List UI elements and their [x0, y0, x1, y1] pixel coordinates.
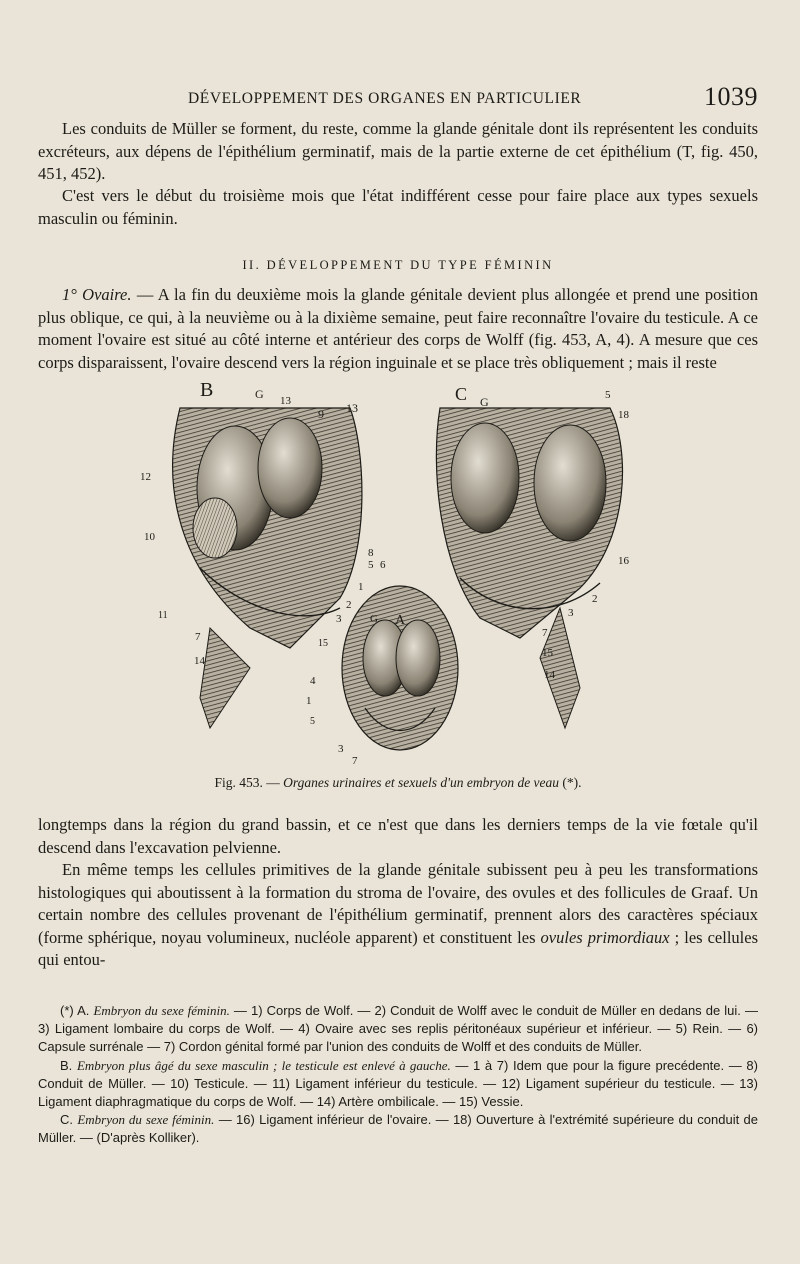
fig-label: 5	[310, 716, 315, 727]
fig-label: 3	[568, 607, 574, 619]
paragraph-1	[38, 118, 758, 186]
fig-label: 16	[618, 555, 629, 567]
fig-label: 7	[195, 631, 201, 643]
fig-label-b: B	[200, 379, 214, 401]
paragraph-2-text: C'est vers le début du troisième mois que l'état indifférent cesse pour faire place aux types sexuels masculin ou féminin.	[38, 186, 758, 228]
paragraph-3	[38, 284, 758, 374]
fig-label: 14	[194, 655, 205, 667]
fig-label-c: C	[455, 384, 468, 404]
fig-label: 8	[368, 547, 374, 559]
fig-label: 13	[346, 401, 358, 415]
fig-label: 1	[358, 581, 364, 593]
caption-prefix: Fig. 453. —	[214, 775, 284, 790]
fig-label: 6	[380, 559, 386, 571]
specimen-b	[173, 408, 362, 728]
paragraph-4	[38, 814, 758, 972]
footnote-a: (*) A. Embryon du sexe féminin. — 1) Corps de Wolf. — 2) Conduit de Wolff avec le conduit de Müller en dedans de lui. — 3) Ligament lombaire du corps de Wolf. — 4) Ovaire avec ses replis péritonéaux supérieur et inférieur. — 5) Rein. — 6) Capsule surrénale — 7) Cordon génital formé par l'union des conduits de Wolff et des conduits de Müller.	[38, 1003, 758, 1055]
fig-label: 15	[542, 647, 553, 659]
fig-label: 4	[310, 675, 316, 687]
specimen-a	[342, 586, 458, 750]
fig-label: 5	[605, 389, 611, 401]
running-head	[38, 82, 758, 114]
ovaire-heading: 1° Ovaire.	[62, 285, 132, 304]
paragraph-5-end: ; les cellules qui entou-	[38, 927, 759, 969]
paragraph-4-continuation: longtemps dans la région du grand bassin, et ce n'est que dans les derniers temps de la vie fœtale qu'il descend dans l'excavation pelvienne.	[38, 815, 758, 857]
footnote-c: C. Embryon du sexe féminin. — 16) Ligament inférieur de l'ovaire. — 18) Ouverture à l'extrémité supérieure du conduit de Müller. — (D'après Kolliker).	[38, 1112, 758, 1146]
specimen-c	[436, 408, 622, 728]
page-number: 1039	[704, 82, 758, 111]
caption-suffix: (*).	[559, 775, 582, 790]
fig-label: 3	[336, 613, 342, 625]
fig-label: 18	[618, 409, 629, 421]
footnotes	[38, 1002, 758, 1148]
fig-label: 13	[280, 395, 291, 407]
section-heading: II. DÉVELOPPEMENT DU TYPE FÉMININ	[242, 258, 554, 272]
fig-label: 3	[338, 743, 344, 755]
fig-label: G	[255, 387, 264, 401]
anatomical-illustration	[140, 368, 660, 768]
fig-label: 14	[544, 669, 555, 681]
figure-caption	[38, 775, 758, 791]
figure-453	[140, 368, 660, 768]
paragraph-5-text: En même temps les cellules primitives de la glande génitale subissent peu à peu les transformations histologiques qui aboutissent à la formation du stroma de l'ovaire, des ovules et des follicules de Graaf. Un certain nombre des cellules provenant de l'épithélium germinatif, prennent alors des caractères spéciaux (forme sphérique, noyau volumineux, nucléole apparent) et constituent les	[38, 860, 758, 947]
paragraph-3-text: — A la fin du deuxième mois la glande génitale devient plus allongée et prend une position plus oblique, ce qui, à la neuvième ou à la dixième semaine, peut faire reconnaître l'ovaire du testicule. A ce moment l'ovaire est situé au côté interne et antérieur des corps de Wolff (fig. 453, A, 4). A mesure que ces corps disparaissent, l'ovaire descend vers la région inguinale et se place très obliquement ; mais il reste	[38, 285, 758, 372]
fig-label: G	[480, 395, 489, 409]
fig-label: 2	[346, 599, 352, 611]
fig-label: 5	[368, 559, 374, 571]
fig-label: 10	[144, 531, 155, 543]
fig-label: 2	[592, 593, 598, 605]
fig-label: 12	[140, 471, 151, 483]
caption-title: Organes urinaires et sexuels d'un embryon de veau	[283, 775, 560, 790]
ovules-primordiaux-term: ovules primordiaux	[540, 927, 670, 947]
fig-label: 1	[306, 695, 312, 707]
fig-label-a: A	[395, 613, 406, 628]
fig-label: 7	[352, 755, 358, 767]
footnote-b: B. Embryon plus âgé du sexe masculin ; le testicule est enlevé à gauche. — 1 à 7) Idem que pour la figure precédente. — 8) Conduit de Müller. — 10) Testicule. — 11) Ligament inférieur du testicule. — 12) Ligament supérieur du testicule. — 13) Ligament diaphragmatique du corps de Wolf. — 14) Artère ombilicale. — 15) Vessie.	[38, 1057, 758, 1110]
fig-label: 7	[542, 627, 548, 639]
paragraph-2	[38, 185, 758, 230]
running-title: DÉVELOPPEMENT DES ORGANES EN PARTICULIER	[188, 90, 582, 107]
fig-label: 15	[318, 638, 328, 649]
fig-label: G	[370, 613, 378, 625]
fig-label: 9	[318, 407, 324, 421]
paragraph-1-text: Les conduits de Müller se forment, du reste, comme la glande génitale dont ils représentent les conduits excréteurs, aux dépens de l'épithélium germinatif, mais de la partie externe de cet épithélium (T, fig. 450, 451, 452).	[38, 119, 758, 183]
fig-label: 11	[158, 610, 168, 621]
